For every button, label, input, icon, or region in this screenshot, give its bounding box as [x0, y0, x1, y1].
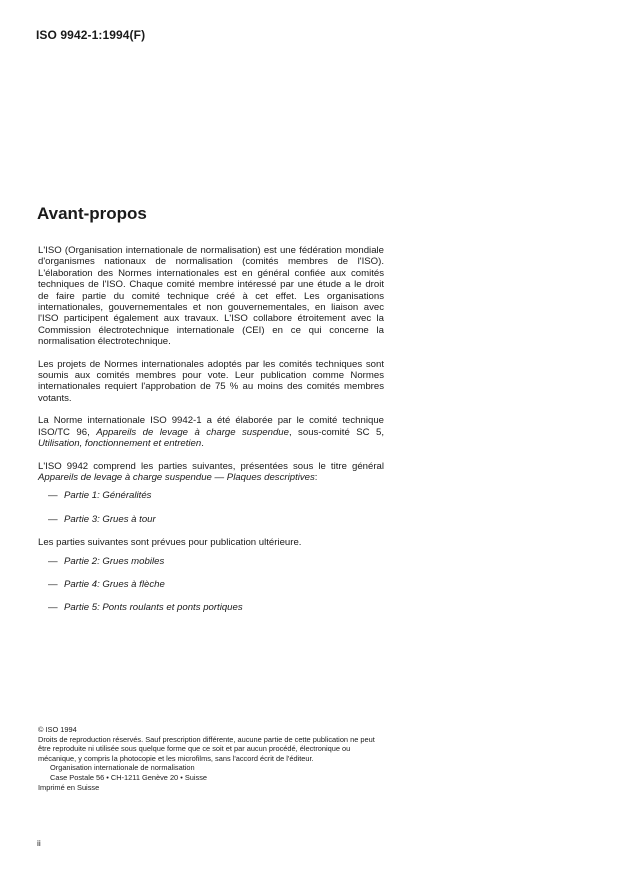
foreword-body [38, 245, 384, 626]
general-title: Appareils de levage à charge suspendue — Plaques descriptives [38, 471, 315, 483]
organization-address: Case Postale 56 • CH-1211 Genève 20 • Suisse [50, 772, 208, 782]
copyright-block [38, 725, 386, 792]
paragraph-parts-text: : [314, 471, 318, 483]
paragraph-parts-text: L'ISO 9942 comprend les parties suivantes, présentées sous le titre général [38, 460, 384, 472]
list-item-text: Partie 5: Ponts roulants et ponts portiques [64, 602, 243, 614]
page-number: ii [37, 838, 41, 848]
paragraph-iso-intro: L'ISO (Organisation internationale de normalisation) est une fédération mondiale d'organismes nationaux de normalisation (comités membres de l'ISO). L'élaboration des Normes internationales est en général confiée aux comités techniques de l'ISO. Chaque comité membre intéressé par une étude a le droit de faire partie du comité technique créé à cet effet. Les organisations internationales, gouvernementales et non gouvernementales, en liaison avec l'ISO participent également aux travaux. L'ISO collabore étroitement avec la Commission électrotechnique internationale (CEI) en ce qui concerne la normalisation électrotechnique. [38, 245, 384, 348]
list-item [38, 579, 384, 590]
paragraph-parts-intro [38, 461, 384, 484]
paragraph-voting: Les projets de Normes internationales adoptés par les comités techniques sont soumis aux comités membres pour vote. Leur publication comme Normes internationales requiert l'approbation de 75 % au moins des comités membres votants. [38, 358, 384, 404]
list-item [38, 490, 384, 501]
list-item-text: Partie 2: Grues mobiles [64, 555, 165, 567]
paragraph-future-intro: Les parties suivantes sont prévues pour publication ultérieure. [38, 537, 302, 549]
list-item [38, 602, 384, 613]
dash: — [48, 555, 58, 567]
copyright-line: © ISO 1994 [38, 725, 77, 734]
current-parts-list [38, 490, 384, 525]
list-item [38, 556, 384, 567]
paragraph-committee [38, 415, 384, 449]
future-parts-list [38, 556, 384, 614]
list-item-text: Partie 1: Généralités [64, 490, 152, 502]
list-item-text: Partie 3: Grues à tour [64, 513, 156, 525]
paragraph-committee-text: , sous-comité SC 5, [288, 426, 384, 438]
organization-name: Organisation internationale de normalisation [50, 763, 195, 773]
paragraph-committee-text: La Norme internationale ISO 9942-1 a été élaborée par le comité technique ISO/TC 96, [38, 415, 384, 438]
dash: — [48, 490, 58, 502]
committee-title: Appareils de levage à charge suspendue [96, 426, 289, 438]
page-title: Avant-propos [37, 204, 147, 223]
subcommittee-title: Utilisation, fonctionnement et entretien [38, 438, 202, 450]
list-item [38, 514, 384, 525]
dash: — [48, 513, 58, 525]
document-reference: ISO 9942-1:1994(F) [36, 28, 146, 42]
paragraph-committee-text: . [201, 438, 204, 450]
dash: — [48, 578, 58, 590]
dash: — [48, 602, 58, 614]
rights-notice: Droits de reproduction réservés. Sauf prescription différente, aucune partie de cette publication ne peut être reproduite ni utilisée sous quelque forme que ce soit et par aucun procédé, électronique ou mécanique, y compris la photocopie et les microfilms, sans l'accord écrit de l'éditeur. [38, 734, 375, 763]
printed-in: Imprimé en Suisse [38, 782, 100, 792]
list-item-text: Partie 4: Grues à flèche [64, 578, 165, 590]
